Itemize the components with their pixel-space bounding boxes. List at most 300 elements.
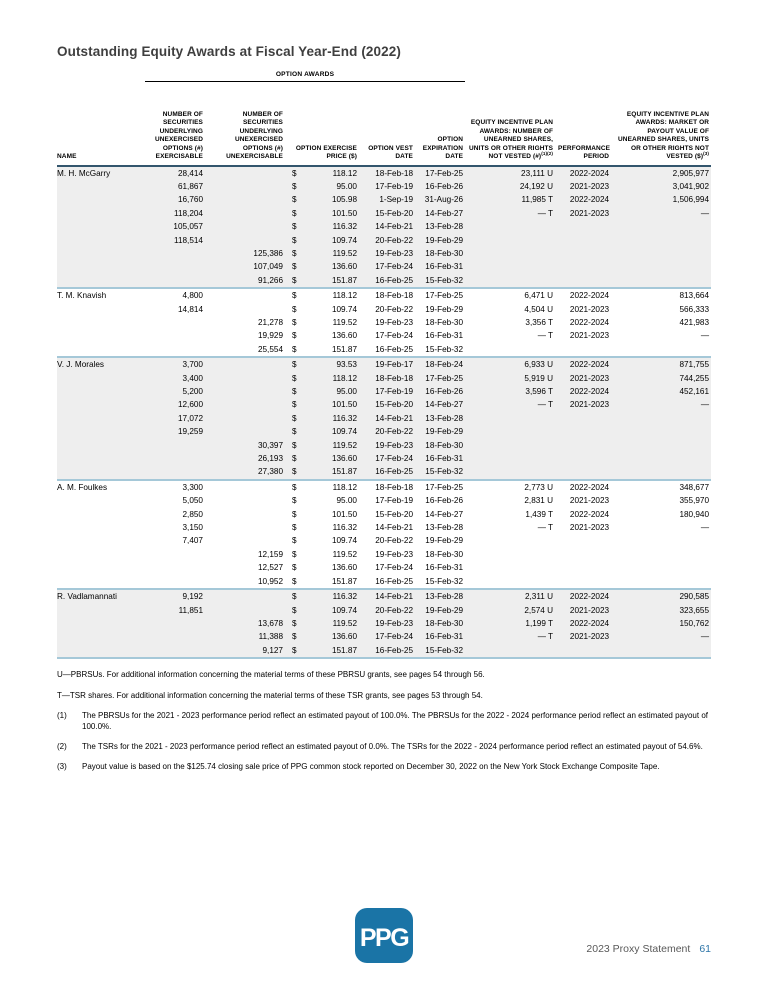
unexercisable-cell: [205, 166, 285, 180]
vest-date-cell: 17-Feb-24: [359, 630, 415, 643]
col-header-payout-value: [611, 82, 711, 166]
unearned-rights-cell: 23,111 U: [465, 166, 555, 180]
performance-period-cell: [555, 247, 611, 260]
unexercisable-cell: [205, 207, 285, 220]
payout-value-cell: 355,970: [679, 496, 710, 506]
table-body: [57, 166, 711, 659]
footnote-ref-3: (3): [703, 150, 710, 156]
price-value: 105.98: [331, 195, 357, 205]
table-row: [57, 372, 711, 385]
table-row: [57, 343, 711, 357]
exercisable-cell: 11,851: [145, 604, 205, 617]
unearned-rights-cell: 2,574 U: [465, 604, 555, 617]
group-header-spacer: [555, 71, 611, 82]
payout-value-cell: —: [611, 207, 711, 220]
ppg-logo: [355, 908, 413, 963]
performance-period-cell: [555, 465, 611, 479]
price-value: 151.87: [331, 275, 357, 285]
vest-date-cell: 17-Feb-19: [375, 496, 413, 506]
expiration-date-cell: 15-Feb-32: [415, 465, 465, 479]
dollar-sign: $: [292, 275, 297, 285]
dollar-sign: $: [292, 645, 297, 655]
table-row: [57, 480, 711, 494]
unexercisable-cell: 21,278: [257, 317, 283, 327]
dollar-sign: $: [292, 632, 297, 642]
exercise-price-cell: [285, 274, 359, 288]
unexercisable-cell: 30,397: [205, 439, 285, 452]
dollar-sign: $: [292, 373, 297, 383]
expiration-date-cell: 19-Feb-29: [415, 425, 465, 438]
dollar-sign: $: [292, 344, 297, 354]
dollar-sign: $: [292, 496, 297, 506]
footnote-1-text: The PBRSUs for the 2021 - 2023 performance period reflect an estimated payout of 100.0%. The PBRSUs for the 2022 - 2024 performance period reflect an estimated payout of 100.0%.: [82, 711, 708, 731]
price-value: 136.60: [331, 262, 357, 272]
exercise-price-cell: [285, 372, 359, 385]
vest-date-cell: 16-Feb-25: [359, 274, 415, 288]
expiration-date-cell: 13-Feb-28: [415, 220, 465, 233]
footnote-3-number: (3): [57, 762, 67, 772]
vest-date-cell: 19-Feb-23: [359, 439, 415, 452]
performance-period-cell: 2021-2023: [555, 630, 611, 643]
name-cell: [57, 207, 145, 220]
vest-date-cell: 1-Sep-19: [359, 193, 415, 206]
expiration-date-cell: 18-Feb-24: [415, 357, 465, 371]
unexercisable-cell: [205, 385, 285, 398]
price-value: 101.50: [331, 509, 357, 519]
table-row: [57, 452, 711, 465]
unexercisable-cell: [205, 412, 285, 425]
table-header: [57, 71, 711, 166]
name-cell: [57, 630, 145, 643]
table-row: [57, 220, 711, 233]
payout-value-cell: [611, 274, 711, 288]
expiration-date-cell: 17-Feb-25: [415, 166, 465, 180]
table-row: [57, 439, 711, 452]
exercisable-cell: [145, 630, 205, 643]
unearned-rights-cell: [465, 452, 555, 465]
name-cell: [57, 303, 145, 316]
price-value: 95.00: [336, 496, 357, 506]
vest-date-cell: 15-Feb-20: [375, 509, 413, 519]
exercise-price-cell: [285, 288, 359, 302]
dollar-sign: $: [292, 400, 297, 410]
expiration-date-cell: 14-Feb-27: [415, 398, 465, 411]
dollar-sign: $: [292, 576, 297, 586]
unearned-rights-cell: [465, 234, 555, 247]
payout-value-cell: —: [700, 523, 710, 533]
price-value: 101.50: [331, 208, 357, 218]
performance-period-cell: 2022-2024: [555, 589, 611, 603]
vest-date-cell: 16-Feb-25: [359, 644, 415, 658]
unearned-rights-cell: 1,439 T: [525, 509, 554, 519]
name-cell: T. M. Knavish: [57, 288, 145, 302]
name-cell: [57, 508, 145, 521]
expiration-date-cell: 19-Feb-29: [415, 604, 465, 617]
footnote-2-text: The TSRs for the 2021 - 2023 performance period reflect an estimated payout of 0.0%. The TSRs for the 2022 - 2024 performance period reflect an estimated payout of 54.6%.: [82, 741, 703, 751]
unexercisable-cell: 10,952: [257, 576, 283, 586]
name-cell: [57, 260, 145, 273]
footnote-1: [57, 711, 711, 732]
exercisable-cell: [145, 452, 205, 465]
performance-period-cell: [555, 412, 611, 425]
price-value: 109.74: [331, 427, 357, 437]
price-value: 118.12: [332, 291, 357, 301]
expiration-date-cell: 16-Feb-26: [415, 385, 465, 398]
expiration-date-cell: 16-Feb-26: [425, 496, 464, 506]
group-header-spacer: [611, 71, 711, 82]
exercise-price-cell: [285, 316, 359, 329]
exercisable-cell: 3,700: [145, 357, 205, 371]
performance-period-cell: [555, 260, 611, 273]
performance-period-cell: [555, 343, 611, 357]
exercisable-cell: 118,514: [145, 234, 205, 247]
name-cell: M. H. McGarry: [57, 166, 145, 180]
expiration-date-cell: 18-Feb-30: [415, 247, 465, 260]
exercise-price-cell: [285, 465, 359, 479]
exercisable-cell: [145, 439, 205, 452]
unearned-rights-cell: 1,199 T: [465, 617, 555, 630]
unearned-rights-cell: — T: [465, 398, 555, 411]
unearned-rights-cell: [465, 439, 555, 452]
exercise-price-cell: [285, 234, 359, 247]
unearned-rights-cell: 2,831 U: [524, 496, 554, 506]
payout-value-cell: 180,940: [679, 509, 710, 519]
exercisable-cell: 14,814: [177, 304, 203, 314]
vest-date-cell: 19-Feb-23: [359, 247, 415, 260]
vest-date-cell: 18-Feb-18: [359, 288, 415, 302]
col-header-payout-value-label: EQUITY INCENTIVE PLAN AWARDS: MARKET OR PAYOUT VALUE OF UNEARNED SHARES, UNITS OR OTHER RIGHTS NOT VESTED ($): [618, 110, 710, 161]
exercisable-cell: [145, 465, 205, 479]
unearned-rights-cell: — T: [537, 523, 554, 533]
dollar-sign: $: [292, 208, 297, 218]
table-row: [57, 329, 711, 342]
price-value: 119.52: [332, 618, 357, 628]
dollar-sign: $: [292, 482, 297, 492]
name-cell: [57, 329, 145, 342]
expiration-date-cell: 19-Feb-29: [425, 536, 464, 546]
price-value: 109.74: [331, 605, 357, 615]
vest-date-cell: 20-Feb-22: [375, 304, 413, 314]
vest-date-cell: 17-Feb-24: [375, 563, 413, 573]
unearned-rights-cell: — T: [465, 207, 555, 220]
vest-date-cell: 20-Feb-22: [359, 234, 415, 247]
unexercisable-cell: [205, 303, 285, 316]
dollar-sign: $: [292, 536, 297, 546]
exercise-price-cell: [285, 207, 359, 220]
expiration-date-cell: 13-Feb-28: [415, 412, 465, 425]
dollar-sign: $: [292, 222, 297, 232]
expiration-date-cell: 19-Feb-29: [425, 304, 464, 314]
table-row: [57, 548, 711, 561]
col-header-exercise-price: OPTION EXERCISE PRICE ($): [285, 82, 359, 166]
price-value: 118.12: [332, 168, 357, 178]
name-cell: [57, 316, 145, 329]
dollar-sign: $: [292, 360, 297, 370]
group-header-spacer: [57, 71, 145, 82]
unearned-rights-cell: [465, 412, 555, 425]
exercise-price-cell: [285, 398, 359, 411]
page-footer: [586, 943, 711, 955]
expiration-date-cell: 15-Feb-32: [415, 274, 465, 288]
unearned-rights-cell: [465, 465, 555, 479]
performance-period-cell: [555, 439, 611, 452]
performance-period-cell: 2021-2023: [555, 207, 611, 220]
performance-period-cell: 2022-2024: [555, 480, 611, 494]
exercise-price-cell: [285, 425, 359, 438]
table-row: [57, 385, 711, 398]
name-cell: [57, 372, 145, 385]
dollar-sign: $: [292, 235, 297, 245]
expiration-date-cell: 16-Feb-31: [425, 563, 464, 573]
payout-value-cell: [611, 247, 711, 260]
expiration-date-cell: 16-Feb-31: [415, 452, 465, 465]
exercise-price-cell: [285, 220, 359, 233]
vest-date-cell: 15-Feb-20: [359, 207, 415, 220]
vest-date-cell: 15-Feb-20: [359, 398, 415, 411]
performance-period-cell: [555, 452, 611, 465]
dollar-sign: $: [292, 291, 297, 301]
col-header-unearned-rights-label: EQUITY INCENTIVE PLAN AWARDS: NUMBER OF UNEARNED SHARES, UNITS OR OTHER RIGHTS NOT VESTED (#): [468, 119, 554, 161]
performance-period-cell: 2021-2023: [569, 523, 610, 533]
vest-date-cell: 19-Feb-23: [375, 317, 413, 327]
name-cell: [57, 398, 145, 411]
dollar-sign: $: [292, 454, 297, 464]
name-cell: [57, 343, 145, 357]
unexercisable-cell: 107,049: [205, 260, 285, 273]
performance-period-cell: [555, 234, 611, 247]
price-value: 151.87: [331, 645, 357, 655]
name-cell: [57, 617, 145, 630]
footnote-1-number: (1): [57, 711, 67, 721]
page-number: 61: [699, 943, 711, 955]
exercisable-cell: [145, 274, 205, 288]
payout-value-cell: [611, 548, 711, 561]
price-value: 136.60: [331, 563, 357, 573]
dollar-sign: $: [292, 262, 297, 272]
exercisable-cell: 9,192: [145, 589, 205, 603]
table-row: [57, 193, 711, 206]
unearned-rights-cell: 3,356 T: [525, 317, 554, 327]
unexercisable-cell: [205, 288, 285, 302]
payout-value-cell: —: [611, 398, 711, 411]
exercisable-cell: [145, 247, 205, 260]
exercisable-cell: [145, 561, 205, 574]
payout-value-cell: [611, 260, 711, 273]
table-row: [57, 617, 711, 630]
dollar-sign: $: [292, 509, 297, 519]
price-value: 109.74: [331, 304, 357, 314]
payout-value-cell: 323,655: [611, 604, 711, 617]
exercise-price-cell: [285, 508, 359, 521]
expiration-date-cell: 13-Feb-28: [415, 589, 465, 603]
unearned-rights-cell: 3,596 T: [465, 385, 555, 398]
vest-date-cell: 17-Feb-24: [359, 260, 415, 273]
exercise-price-cell: [285, 193, 359, 206]
price-value: 93.53: [336, 360, 357, 370]
table-row: [57, 260, 711, 273]
name-cell: [57, 247, 145, 260]
name-cell: [57, 385, 145, 398]
payout-value-cell: [611, 343, 711, 357]
exercisable-cell: 2,850: [182, 509, 203, 519]
col-header-vest-date: OPTION VEST DATE: [359, 82, 415, 166]
performance-period-cell: [555, 534, 611, 547]
performance-period-cell: 2021-2023: [569, 331, 610, 341]
expiration-date-cell: 19-Feb-29: [415, 234, 465, 247]
table-row: [57, 425, 711, 438]
unexercisable-cell: 125,386: [205, 247, 285, 260]
name-cell: [57, 412, 145, 425]
price-value: 151.87: [331, 344, 357, 354]
unearned-rights-cell: — T: [537, 331, 554, 341]
expiration-date-cell: 18-Feb-30: [415, 439, 465, 452]
unexercisable-cell: 11,388: [205, 630, 285, 643]
price-value: 118.12: [332, 373, 357, 383]
table-row: [57, 589, 711, 603]
payout-value-cell: [611, 234, 711, 247]
vest-date-cell: 18-Feb-18: [359, 166, 415, 180]
unexercisable-cell: [205, 508, 285, 521]
name-cell: [57, 439, 145, 452]
legend-t: T—TSR shares. For additional information concerning the material terms of these TSR grants, see pages 53 through 54.: [57, 691, 483, 701]
name-cell: [57, 180, 145, 193]
unexercisable-cell: [205, 604, 285, 617]
unearned-rights-cell: [465, 343, 555, 357]
vest-date-cell: 16-Feb-25: [359, 465, 415, 479]
dollar-sign: $: [292, 304, 297, 314]
dollar-sign: $: [292, 248, 297, 258]
expiration-date-cell: 15-Feb-32: [425, 344, 464, 354]
page-content: [57, 44, 711, 773]
exercisable-cell: 3,300: [145, 480, 205, 494]
exercise-price-cell: [285, 385, 359, 398]
name-cell: [57, 220, 145, 233]
exercise-price-cell: [285, 548, 359, 561]
dollar-sign: $: [292, 605, 297, 615]
col-header-name: NAME: [57, 82, 145, 166]
name-cell: [57, 604, 145, 617]
exercise-price-cell: [285, 521, 359, 534]
col-header-unexercisable: NUMBER OF SECURITIES UNDERLYING UNEXERCISED OPTIONS (#) UNEXERCISABLE: [205, 82, 285, 166]
performance-period-cell: 2022-2024: [569, 317, 610, 327]
option-awards-group-header: OPTION AWARDS: [145, 71, 465, 82]
performance-period-cell: 2022-2024: [555, 385, 611, 398]
exercise-price-cell: [285, 303, 359, 316]
dollar-sign: $: [292, 618, 297, 628]
expiration-date-cell: 17-Feb-25: [415, 480, 465, 494]
expiration-date-cell: 17-Feb-25: [415, 288, 465, 302]
table-row: [57, 234, 711, 247]
table-row: [57, 534, 711, 547]
payout-value-cell: [611, 452, 711, 465]
performance-period-cell: [555, 274, 611, 288]
vest-date-cell: 17-Feb-19: [359, 180, 415, 193]
col-header-performance-period: PERFORMANCE PERIOD: [555, 82, 611, 166]
exercise-price-cell: [285, 439, 359, 452]
unexercisable-cell: [205, 372, 285, 385]
exercise-price-cell: [285, 534, 359, 547]
dollar-sign: $: [292, 387, 297, 396]
expiration-date-cell: 15-Feb-32: [415, 644, 465, 658]
payout-value-cell: 3,041,902: [611, 180, 711, 193]
unearned-rights-cell: [465, 534, 555, 547]
payout-value-cell: 744,255: [611, 372, 711, 385]
table-row: [57, 630, 711, 643]
vest-date-cell: 17-Feb-24: [375, 331, 413, 341]
table-row: [57, 274, 711, 288]
dollar-sign: $: [292, 467, 297, 477]
unexercisable-cell: 25,554: [257, 344, 283, 354]
performance-period-cell: 2022-2024: [555, 193, 611, 206]
dollar-sign: $: [292, 331, 297, 341]
exercise-price-cell: [285, 412, 359, 425]
performance-period-cell: [555, 575, 611, 589]
proxy-statement-label: 2023 Proxy Statement: [586, 943, 691, 955]
exercisable-cell: [145, 343, 205, 357]
exercise-price-cell: [285, 575, 359, 589]
exercisable-cell: 61,867: [145, 180, 205, 193]
name-cell: [57, 521, 145, 534]
unexercisable-cell: [205, 521, 285, 534]
exercisable-cell: [145, 617, 205, 630]
dollar-sign: $: [292, 440, 297, 450]
unexercisable-cell: 26,193: [205, 452, 285, 465]
price-value: 109.74: [331, 235, 357, 245]
unexercisable-cell: 27,380: [205, 465, 285, 479]
expiration-date-cell: 13-Feb-28: [425, 523, 464, 533]
exercisable-cell: 105,057: [145, 220, 205, 233]
table-row: [57, 561, 711, 574]
dollar-sign: $: [292, 168, 297, 178]
vest-date-cell: 14-Feb-21: [359, 412, 415, 425]
unearned-rights-cell: 2,773 U: [465, 480, 555, 494]
performance-period-cell: [555, 425, 611, 438]
performance-period-cell: [555, 561, 611, 574]
footnotes: [57, 670, 711, 773]
unexercisable-cell: [205, 494, 285, 507]
exercisable-cell: [145, 260, 205, 273]
price-value: 116.32: [332, 523, 357, 533]
expiration-date-cell: 31-Aug-26: [415, 193, 465, 206]
table-row: [57, 247, 711, 260]
exercisable-cell: [145, 329, 205, 342]
payout-value-cell: 813,664: [611, 288, 711, 302]
table-row: [57, 508, 711, 521]
price-value: 119.52: [332, 549, 357, 559]
unexercisable-cell: [205, 234, 285, 247]
group-header-spacer: [465, 71, 555, 82]
price-value: 116.32: [332, 592, 357, 602]
price-value: 151.87: [331, 576, 357, 586]
payout-value-cell: 1,506,994: [611, 193, 711, 206]
name-cell: [57, 274, 145, 288]
vest-date-cell: 14-Feb-21: [375, 523, 413, 533]
exercisable-cell: [145, 548, 205, 561]
vest-date-cell: 19-Feb-23: [375, 549, 413, 559]
price-value: 116.32: [332, 413, 357, 423]
dollar-sign: $: [292, 592, 297, 602]
unearned-rights-cell: 6,471 U: [465, 288, 555, 302]
table-row: [57, 207, 711, 220]
name-cell: [57, 548, 145, 561]
vest-date-cell: 17-Feb-19: [359, 385, 415, 398]
unearned-rights-cell: 2,311 U: [465, 589, 555, 603]
unexercisable-cell: [205, 480, 285, 494]
price-value: 136.60: [331, 331, 357, 341]
price-value: 119.52: [332, 440, 357, 450]
vest-date-cell: 17-Feb-24: [359, 452, 415, 465]
unexercisable-cell: 9,127: [205, 644, 285, 658]
